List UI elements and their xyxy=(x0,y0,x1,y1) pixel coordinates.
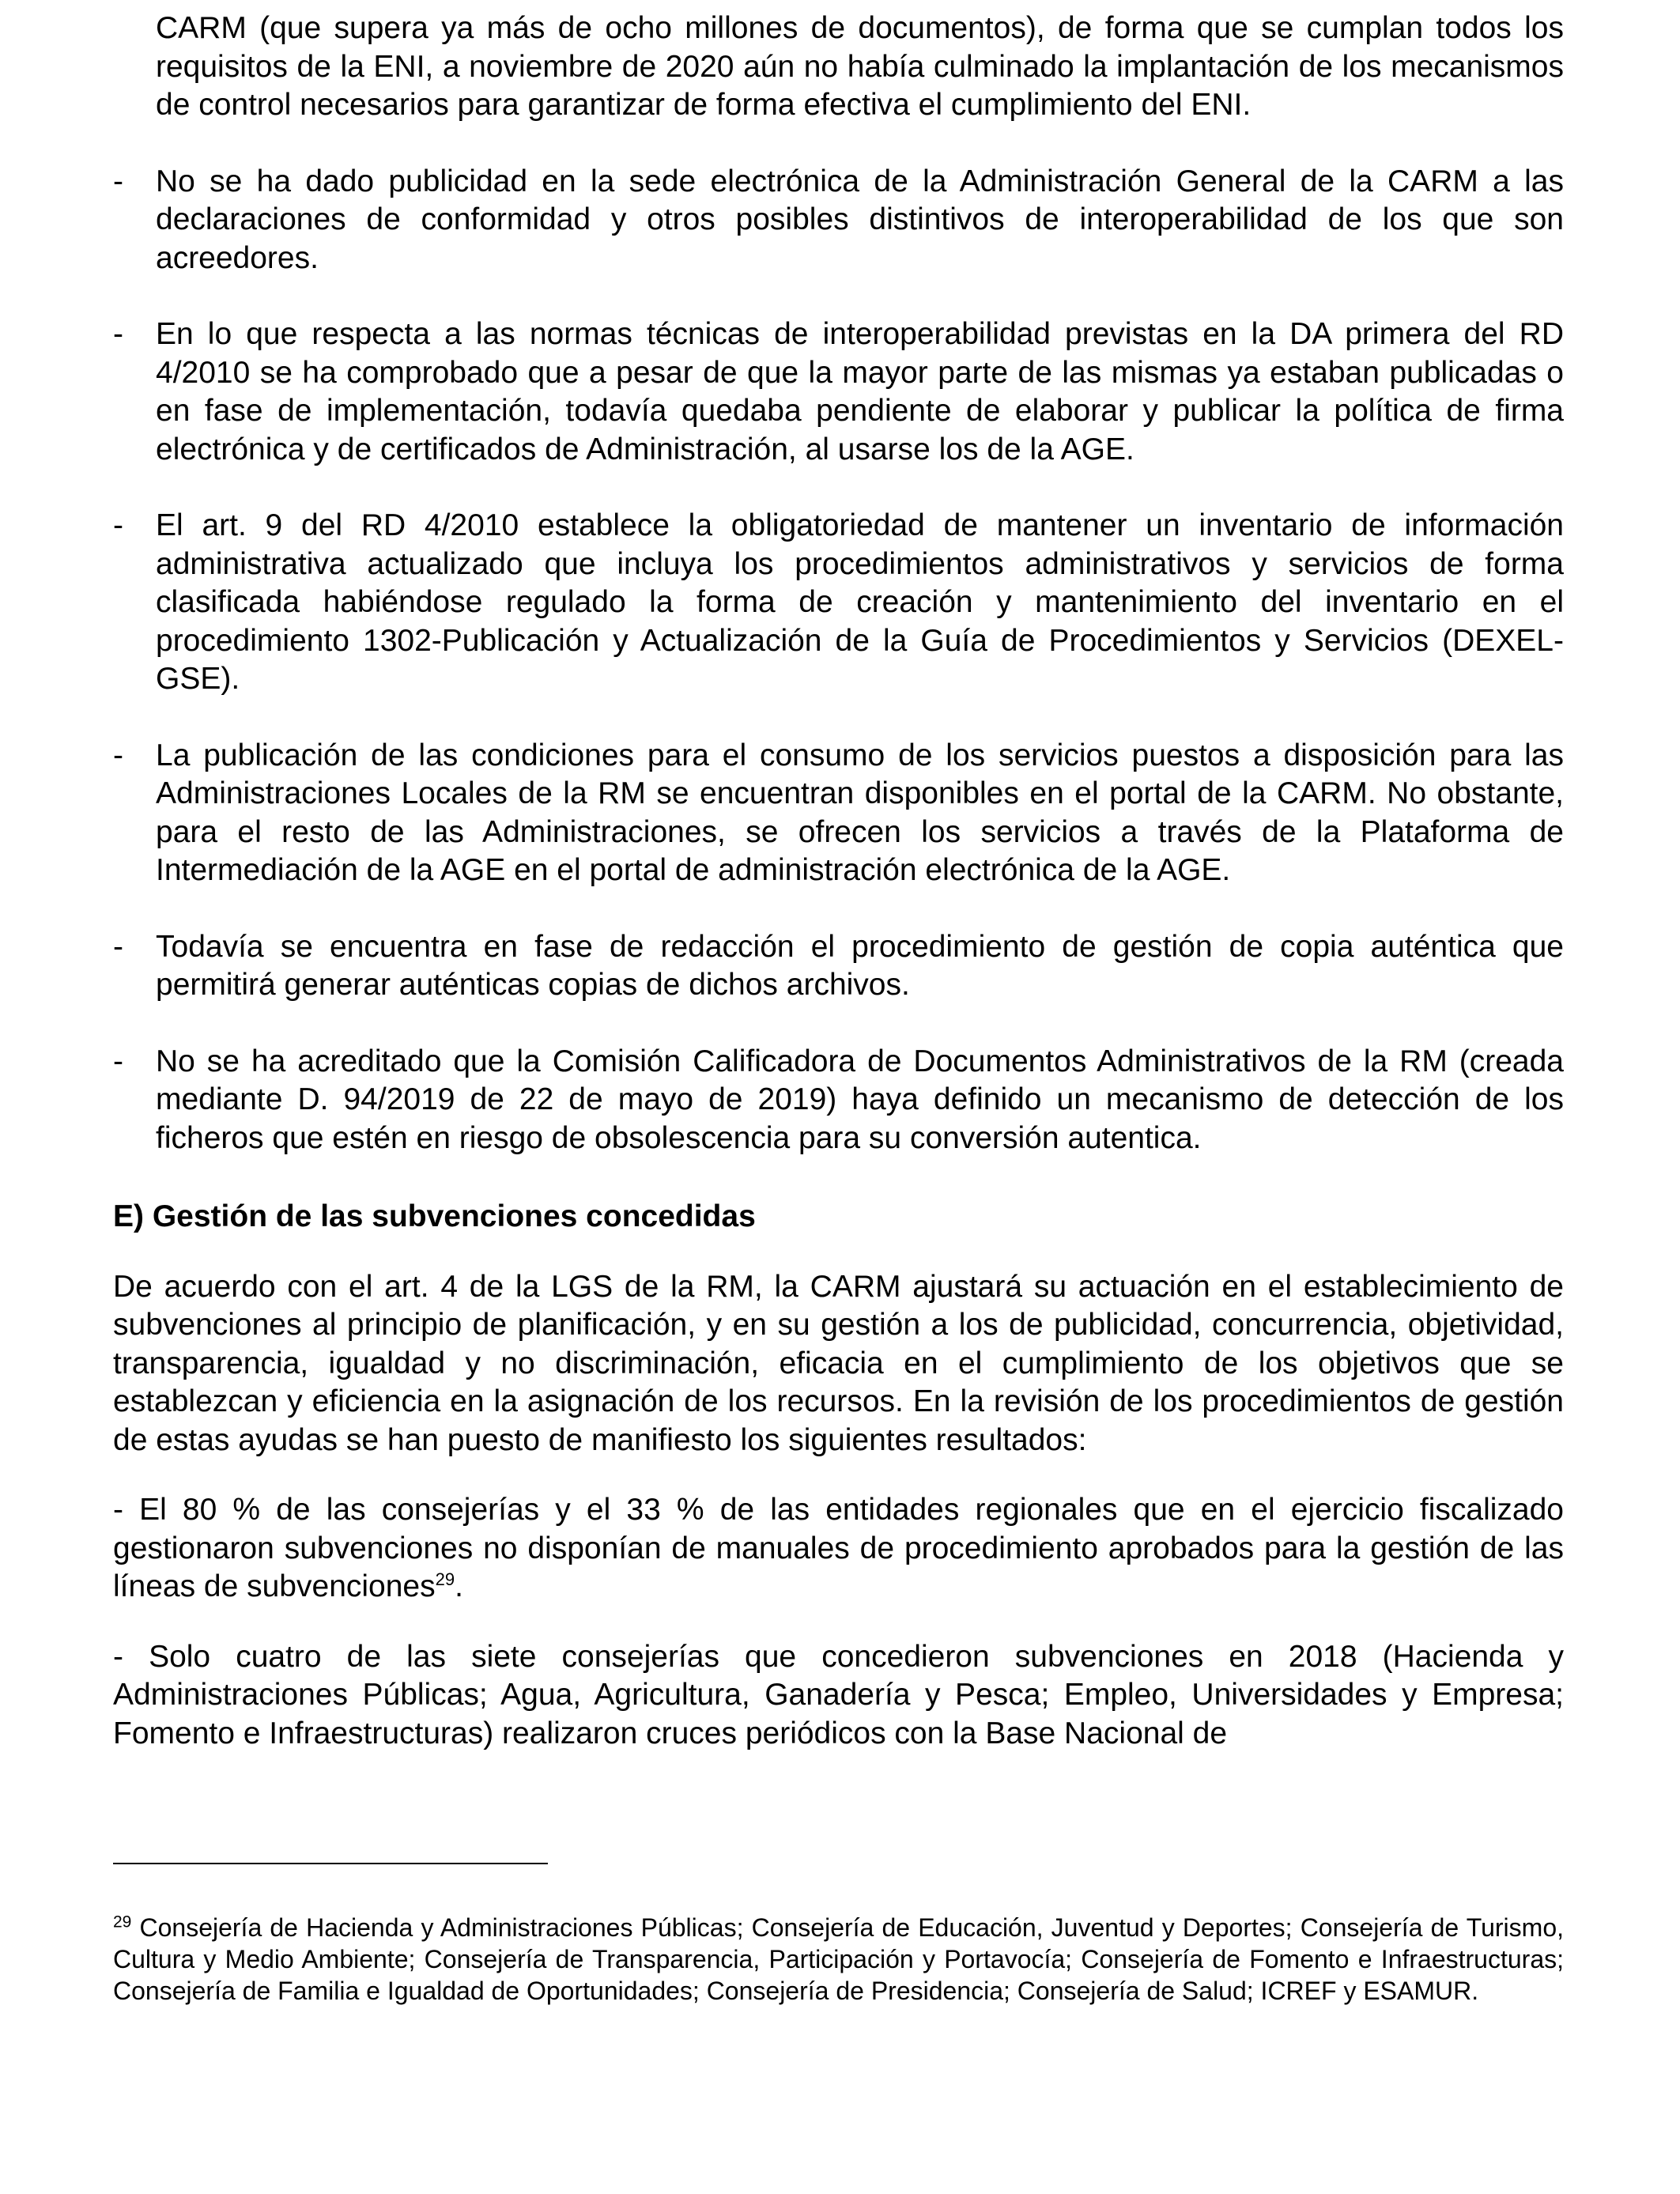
list-item-text: No se ha acreditado que la Comisión Calificadora de Documentos Administrativos de la RM (creada mediante D. 94/2019 de 22 de mayo de 2019) haya definido un mecanismo de detección de los ficheros que estén en riesgo de obsolescencia para su conversión autentica. xyxy=(156,1044,1564,1155)
footnote-reference[interactable]: 29 xyxy=(435,1569,455,1589)
list-marker: - xyxy=(113,929,123,964)
list-item xyxy=(113,315,1564,469)
main-body xyxy=(113,9,1564,1753)
list-marker: - xyxy=(113,508,123,542)
list-marker: - xyxy=(113,164,123,198)
list-item-text: No se ha dado publicidad en la sede electrónica de la Administración General de la CARM a las declaraciones de conformidad y otros posibles distintivos de interoperabilidad de los que son acreedores. xyxy=(156,164,1564,275)
section-paragraph: De acuerdo con el art. 4 de la LGS de la RM, la CARM ajustará su actuación en el establecimiento de subvenciones al principio de planificación, y en su gestión a los de publicidad, concurrencia, objetividad, transparencia, igualdad y no discriminación, eficacia en el cumplimiento de los objetivos que se establezcan y eficiencia en la asignación de los recursos. En la revisión de los procedimientos de gestión de estas ayudas se han puesto de manifiesto los siguientes resultados: xyxy=(113,1269,1564,1457)
finding-paragraph-2: - Solo cuatro de las siete consejerías que concedieron subvenciones en 2018 (Hacienda y Administraciones Públicas; Agua, Agricultura, Ganadería y Pesca; Empleo, Universidades y Empresa; Fomento e Infraestructuras) realizaron cruces periódicos con la Base Nacional de xyxy=(113,1639,1564,1750)
list-item-text: La publicación de las condiciones para el consumo de los servicios puestos a disposición para las Administraciones Locales de la RM se encuentran disponibles en el portal de la CARM. No obstante, para el resto de las Administraciones, se ofrecen los servicios a través de la Plataforma de Intermediación de la AGE en el portal de administración electrónica de la AGE. xyxy=(156,738,1564,887)
list-item xyxy=(113,928,1564,1005)
list-marker: - xyxy=(113,317,123,351)
list-item xyxy=(113,737,1564,890)
list-item xyxy=(113,1043,1564,1158)
intro-paragraph xyxy=(113,9,1564,125)
list-item xyxy=(113,163,1564,278)
finding-1-text: - El 80 % de las consejerías y el 33 % de las entidades regionales que en el ejercicio fiscalizado gestionaron subvenciones no disponían de manuales de procedimiento aprobados para la gestión de las líneas de subvenciones xyxy=(113,1493,1564,1603)
finding-1-suffix: . xyxy=(455,1569,463,1603)
list-item-text: El art. 9 del RD 4/2010 establece la obligatoriedad de mantener un inventario de información administrativa actualizado que incluya los procedimientos administrativos y servicios de forma clasificada habiéndose regulado la forma de creación y mantenimiento del inventario en el procedimiento 1302-Publicación y Actualización de la Guía de Procedimientos y Servicios (DEXEL-GSE). xyxy=(156,508,1564,696)
list-item-text: Todavía se encuentra en fase de redacción el procedimiento de gestión de copia auténtica que permitirá generar auténticas copias de dichos archivos. xyxy=(156,929,1564,1002)
list-marker: - xyxy=(113,738,123,772)
intro-paragraph-text: CARM (que supera ya más de ocho millones de documentos), de forma que se cumplan todos los requisitos de la ENI, a noviembre de 2020 aún no había culminado la implantación de los mecanismos de control necesarios para garantizar de forma efectiva el cumplimiento del ENI. xyxy=(156,11,1564,122)
finding-paragraph-1 xyxy=(113,1491,1564,1607)
bullet-list xyxy=(113,163,1564,1158)
footnote-text: Consejería de Hacienda y Administraciones Públicas; Consejería de Educación, Juventud y Deportes; Consejería de Turismo, Cultura y Medio Ambiente; Consejería de Transparencia, Participación y Portavocía; Consejería de Fomento e Infraestructuras; Consejería de Familia e Igualdad de Oportunidades; Consejería de Presidencia; Consejería de Salud; ICREF y ESAMUR. xyxy=(113,1913,1564,2005)
list-marker: - xyxy=(113,1044,123,1078)
footnote-number: 29 xyxy=(113,1913,132,1932)
section-heading: E) Gestión de las subvenciones concedidas xyxy=(113,1199,756,1233)
list-item-text: En lo que respecta a las normas técnicas de interoperabilidad previstas en la DA primera del RD 4/2010 se ha comprobado que a pesar de que la mayor parte de las mismas ya estaban publicadas o en fase de implementación, todavía quedaba pendiente de elaborar y publicar la política de firma electrónica y de certificados de Administración, al usarse los de la AGE. xyxy=(156,317,1564,466)
footnote xyxy=(113,1912,1564,2007)
footnote-separator xyxy=(113,1863,548,1864)
list-item xyxy=(113,507,1564,699)
